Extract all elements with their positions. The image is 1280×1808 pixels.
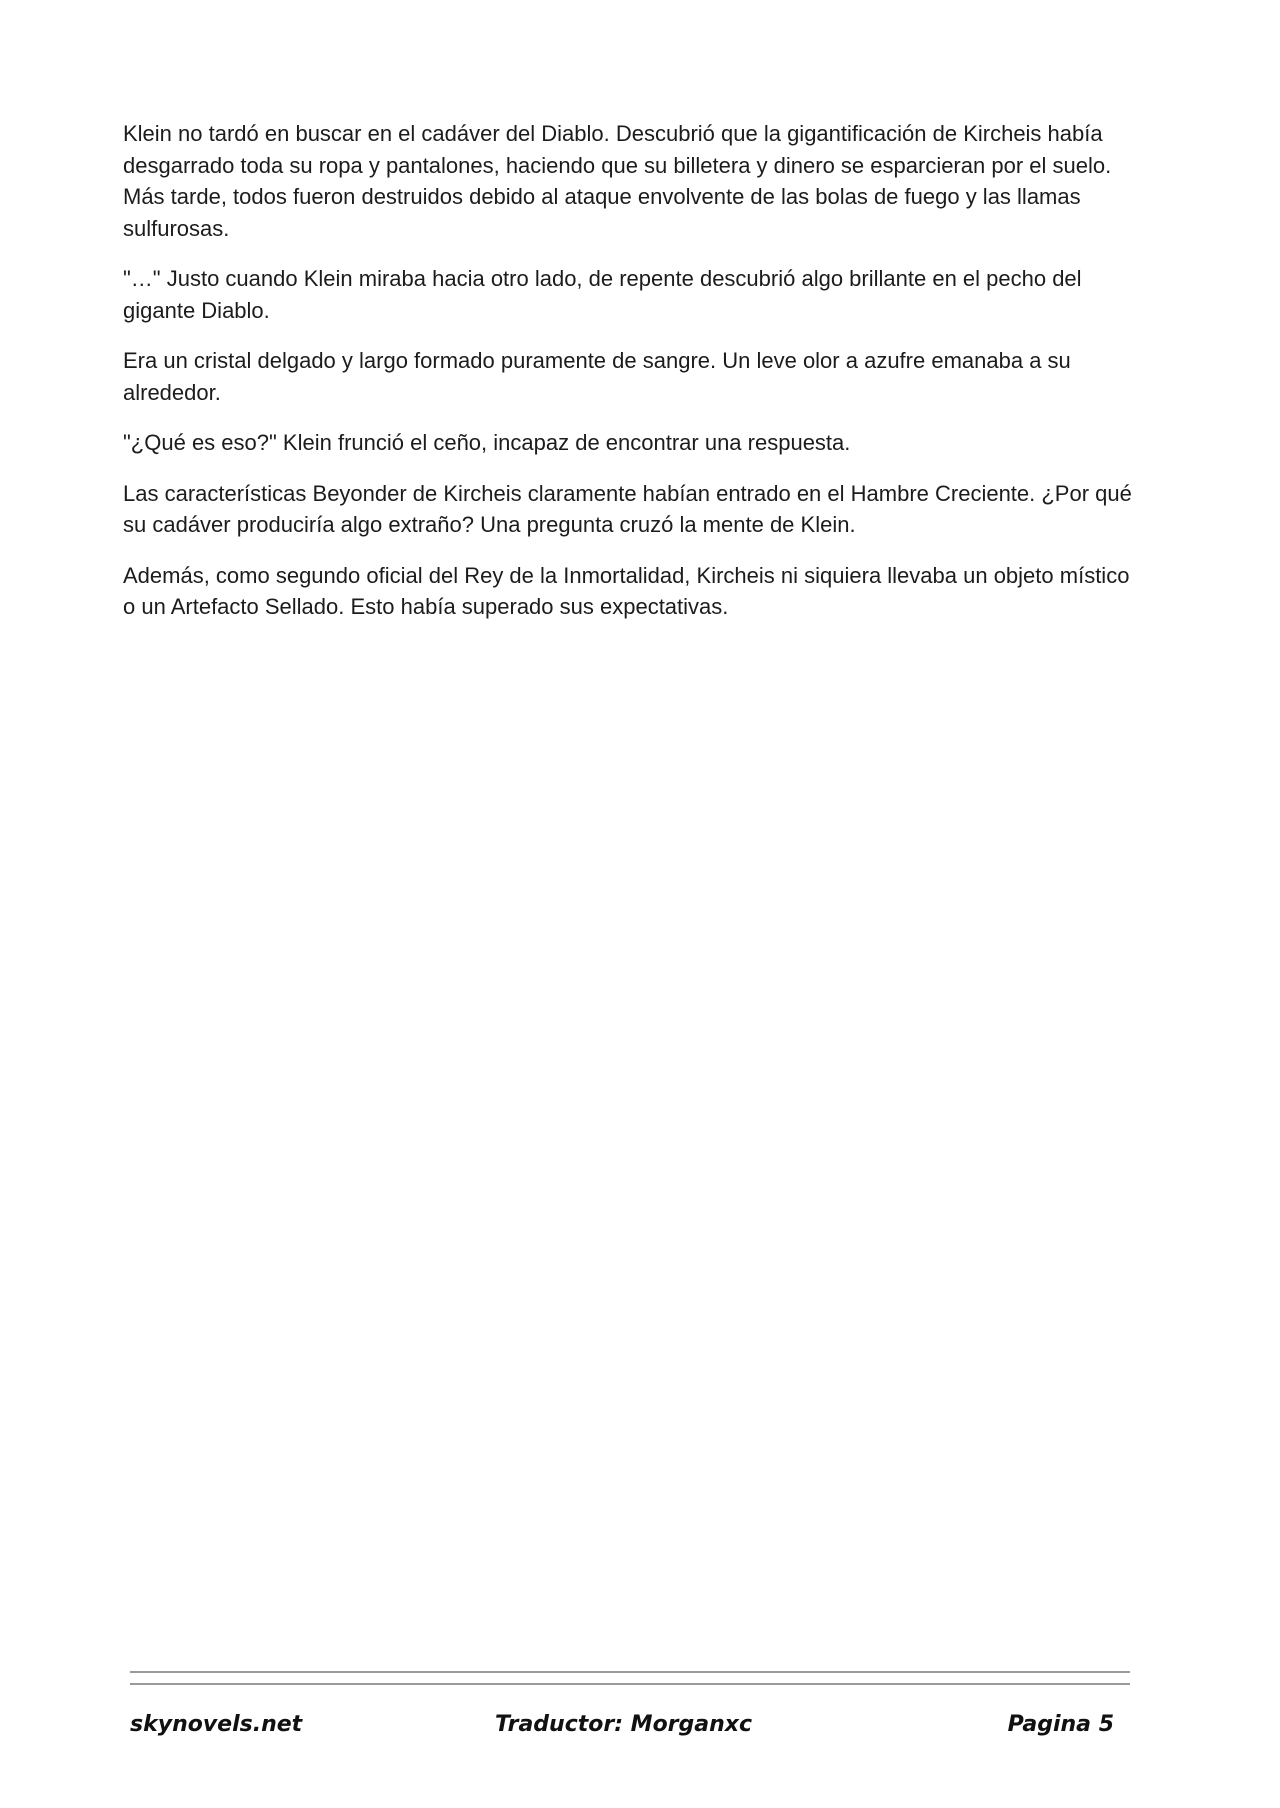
paragraph: Las características Beyonder de Kircheis claramente habían entrado en el Hambre Creciente. ¿Por qué su cadáver produciría algo extraño? Una pregunta cruzó la mente de Klein. (123, 480, 1132, 537)
paragraph: Además, como segundo oficial del Rey de la Inmortalidad, Kircheis ni siquiera llevaba un objeto místico o un Artefacto Sellado. Esto había superado sus expectativas. (123, 562, 1130, 619)
footer-page-number: Pagina 5 (1007, 1712, 1114, 1737)
footer-translator: Traductor: Morganxc (495, 1712, 753, 1737)
paragraph: "…" Justo cuando Klein miraba hacia otro lado, de repente descubrió algo brillante en el pecho del gigante Diablo. (123, 266, 1082, 323)
page-footer (130, 1712, 1130, 1748)
footer-site: skynovels.net (130, 1712, 303, 1737)
footer-divider-bottom (130, 1683, 1130, 1685)
chapter-body (123, 118, 1143, 642)
paragraph: Era un cristal delgado y largo formado puramente de sangre. Un leve olor a azufre emanaba a su alrededor. (123, 348, 1071, 405)
paragraph: "¿Qué es eso?" Klein frunció el ceño, incapaz de encontrar una respuesta. (123, 430, 851, 455)
footer-divider-top (130, 1671, 1130, 1673)
paragraph: Klein no tardó en buscar en el cadáver del Diablo. Descubrió que la gigantificación de Kircheis había desgarrado toda su ropa y pantalones, haciendo que su billetera y dinero se esparcieran por el suelo. Más tarde, todos fueron destruidos debido al ataque envolvente de las bolas de fuego y las llamas sulfurosas. (123, 121, 1112, 241)
